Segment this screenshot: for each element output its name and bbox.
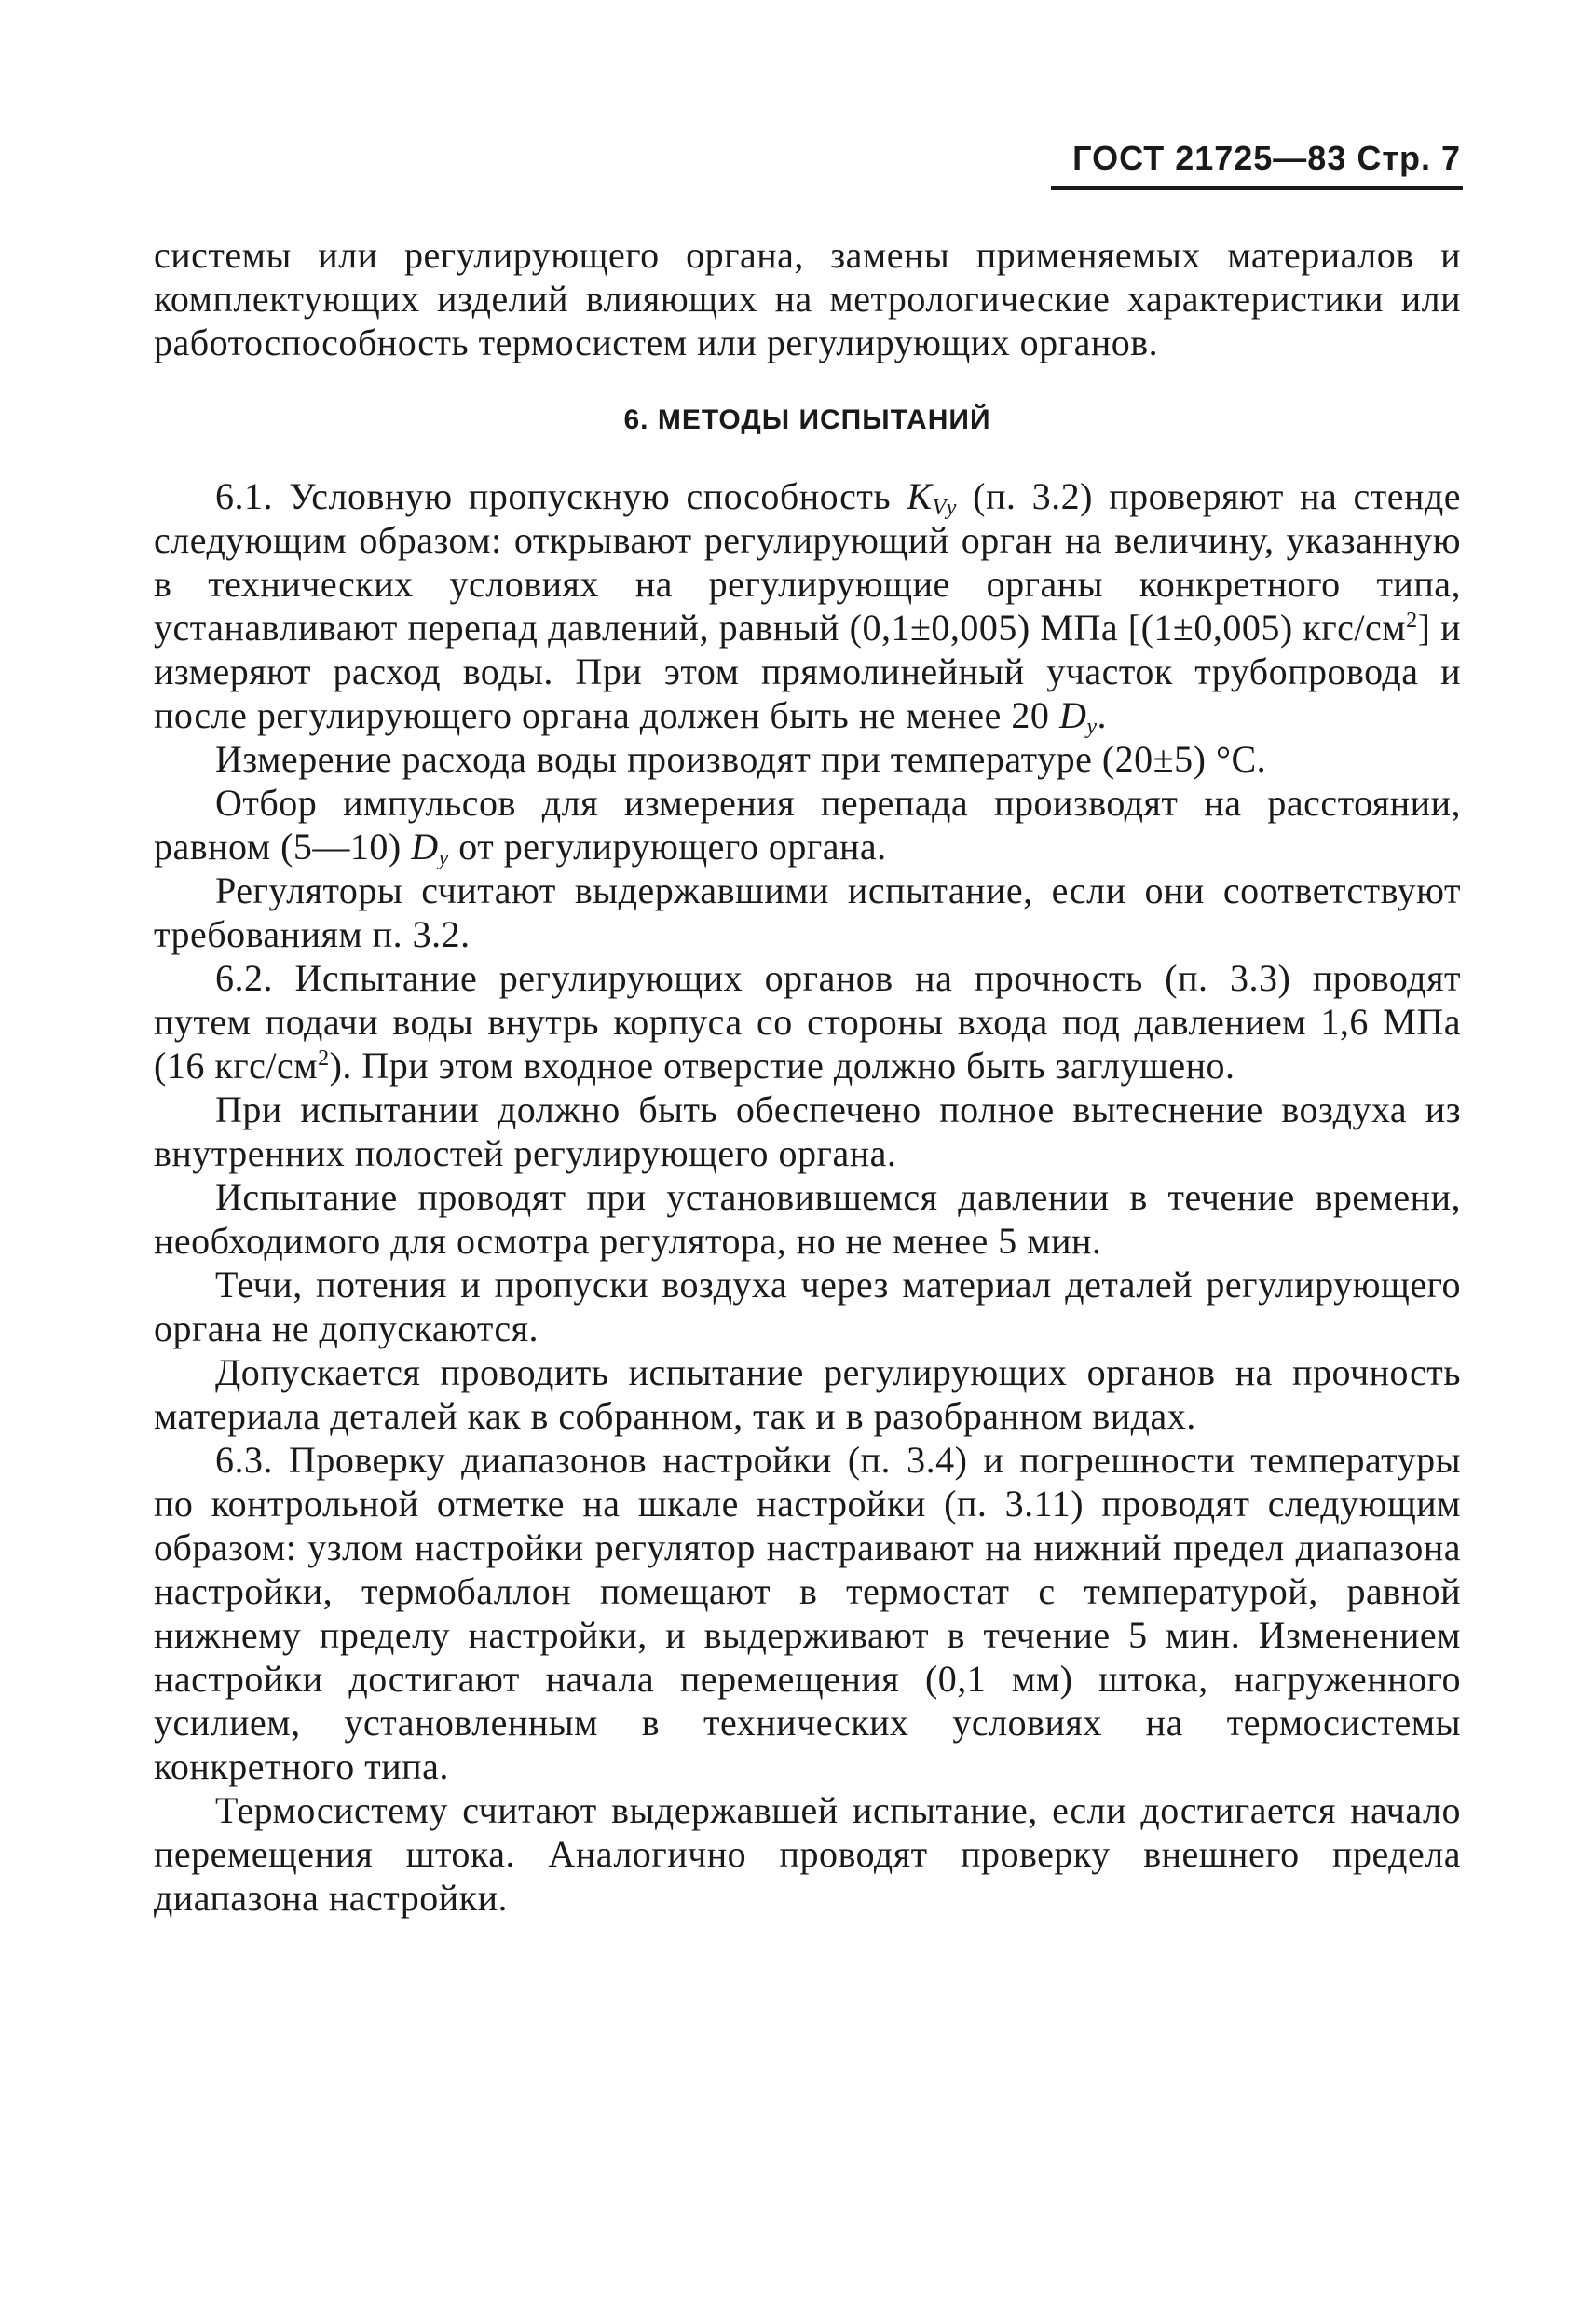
section-title: 6. МЕТОДЫ ИСПЫТАНИЙ [623,404,991,435]
dy-symbol: $D_у$ [1058,694,1098,739]
paragraph-6-3: 6.3. Проверку диапазонов настройки (п. 3.4) и погрешности температуры по контрольной отметке на шкале настройки (п. 3.11) проводят следующим образом: узлом настройки регулятор настраивают на нижний предел диапазона настройки, термобаллон помещают в термостат с температурой, равной нижнему пределу настройки, и выдерживают в течение 5 мин. Изменением настройки достигают начала перемещения (0,1 мм) штока, нагруженного усилием, установленным в технических условиях на термосистемы конкретного типа. [154,1439,1461,1787]
paragraph-continuation: системы или регулирующего органа, замены применяемых материалов и комплектующих изделий влияющих на метрологические характеристики или работоспособность термосистем или регулирующих органов. [154,234,1461,363]
page-header: ГОСТ 21725—83 Стр. 7 [1072,139,1461,177]
paragraph-leaks: Течи, потения и пропуски воздуха через материал деталей регулирующего органа не допускаются. [154,1264,1461,1349]
document-body [154,233,1461,1920]
dy-symbol: $D_у$ [411,826,449,870]
paragraph-regulators: Регуляторы считают выдержавшими испытание, если они соответствуют требованиям п. 3.2. [154,869,1461,955]
paragraph-measurement: Измерение расхода воды производят при температуре (20±5) °C. [215,738,1267,780]
paragraph-air-displacement: При испытании должно быть обеспечено полное вытеснение воздуха из внутренних полостей регулирующего органа. [154,1088,1461,1174]
paragraph-impulse: Отбор импульсов для измерения перепада производят на расстоянии, равном (5—10) $D_у$ от регулирующего органа. [154,782,1461,870]
paragraph-thermosystem: Термосистему считают выдержавшей испытание, если достигается начало перемещения штока. Аналогично проводят проверку внешнего предела диапазона настройки. [154,1789,1461,1919]
paragraph-test-duration: Испытание проводят при установившемся давлении в течение времени, необходимого для осмотра регулятора, но не менее 5 мин. [154,1176,1461,1262]
header-rule [1051,186,1463,190]
kvy-symbol: $K_{Vу}$ [907,475,957,520]
paragraph-6-1: 6.1. Условную пропускную способность $K_{Vу}$ (п. 3.2) проверяют на стенде следующим образом: открывают регулирующий орган на величину, указанную в технических условиях на регулирующие органы конкретного типа, устанавливают перепад давлений, равный (0,1±0,005) МПа [(1±0,005) кгс/$см^2$] и измеряют расход воды. При этом прямолинейный участок трубопровода и после регулирующего органа должен быть не менее 20 $D_у$. [154,475,1461,739]
paragraph-allowed: Допускается проводить испытание регулирующих органов на прочность материала деталей как в собранном, так и в разобранном видах. [154,1351,1461,1437]
paragraph-6-2: 6.2. Испытание регулирующих органов на прочность (п. 3.3) проводят путем подачи воды внутрь корпуса со стороны входа под давлением 1,6 МПа (16 кгс/$см^2$). При этом входное отверстие должно быть заглушено. [154,957,1461,1087]
